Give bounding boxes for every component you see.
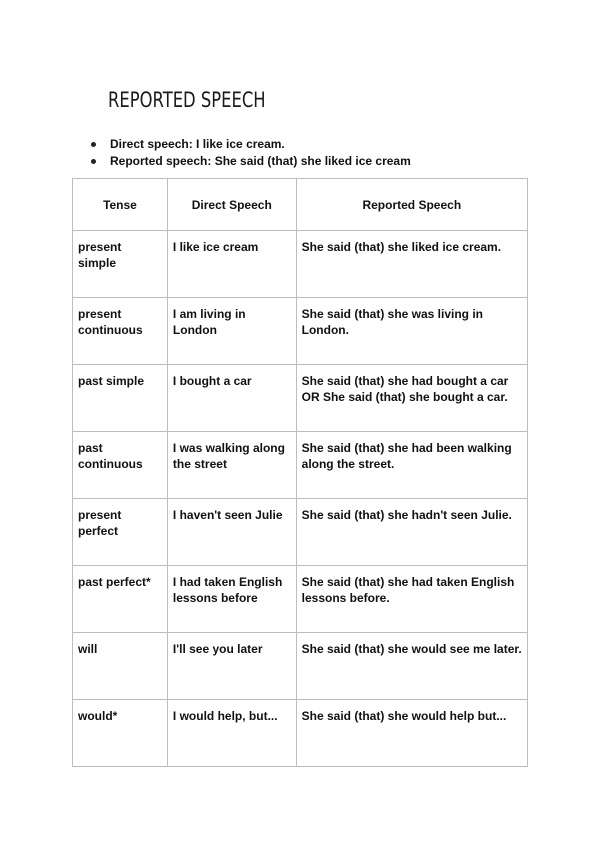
- header-direct-speech: Direct Speech: [167, 179, 296, 231]
- header-tense: Tense: [73, 179, 168, 231]
- cell-reported: She said (that) she liked ice cream.: [296, 231, 527, 298]
- cell-direct: I am living in London: [167, 298, 296, 365]
- table-row: [73, 432, 528, 499]
- cell-tense: will: [73, 633, 168, 700]
- cell-reported: She said (that) she had been walking along the street.: [296, 432, 527, 499]
- cell-tense: past continuous: [73, 432, 168, 499]
- cell-tense: would*: [73, 700, 168, 767]
- cell-reported: She said (that) she had taken English lessons before.: [296, 566, 527, 633]
- table-row: [73, 566, 528, 633]
- bullet-text: Direct speech: I like ice cream.: [110, 137, 285, 151]
- table-row: [73, 499, 528, 566]
- table-row: [73, 633, 528, 700]
- header-reported-speech: Reported Speech: [296, 179, 527, 231]
- cell-direct: I had taken English lessons before: [167, 566, 296, 633]
- list-item: [88, 136, 411, 153]
- page-title: REPORTED SPEECH: [108, 88, 266, 112]
- cell-direct: I like ice cream: [167, 231, 296, 298]
- example-list: [88, 136, 411, 170]
- table-header-row: [73, 179, 528, 231]
- cell-direct: I haven't seen Julie: [167, 499, 296, 566]
- tense-table: [72, 178, 528, 767]
- table-row: [73, 298, 528, 365]
- list-item: [88, 153, 411, 170]
- cell-reported: She said (that) she would help but...: [296, 700, 527, 767]
- bullet-icon: [91, 142, 96, 147]
- cell-reported: She said (that) she would see me later.: [296, 633, 527, 700]
- cell-reported: She said (that) she had bought a car OR She said (that) she bought a car.: [296, 365, 527, 432]
- table-row: [73, 365, 528, 432]
- cell-tense: present simple: [73, 231, 168, 298]
- cell-tense: present continuous: [73, 298, 168, 365]
- cell-reported: She said (that) she hadn't seen Julie.: [296, 499, 527, 566]
- table-row: [73, 700, 528, 767]
- cell-direct: I bought a car: [167, 365, 296, 432]
- cell-direct: I was walking along the street: [167, 432, 296, 499]
- cell-tense: past simple: [73, 365, 168, 432]
- bullet-icon: [91, 159, 96, 164]
- bullet-text: Reported speech: She said (that) she liked ice cream: [110, 154, 411, 168]
- table-row: [73, 231, 528, 298]
- cell-tense: present perfect: [73, 499, 168, 566]
- cell-direct: I would help, but...: [167, 700, 296, 767]
- cell-tense: past perfect*: [73, 566, 168, 633]
- cell-direct: I'll see you later: [167, 633, 296, 700]
- cell-reported: She said (that) she was living in London.: [296, 298, 527, 365]
